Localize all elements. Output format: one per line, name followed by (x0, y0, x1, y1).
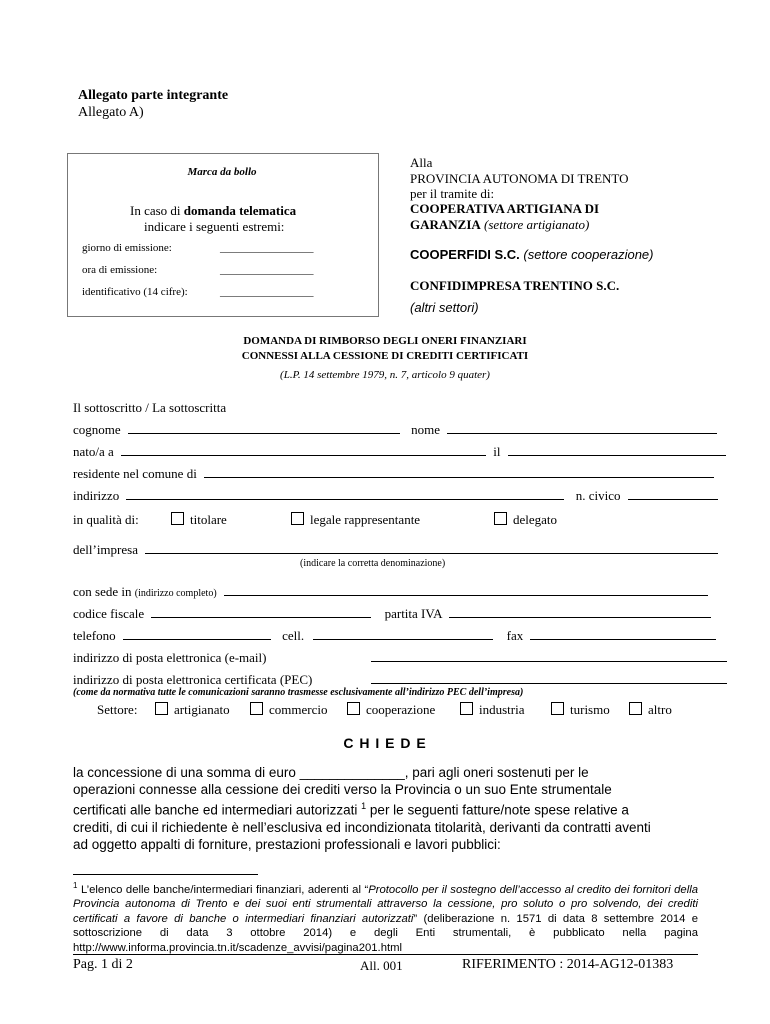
impresa-row (73, 542, 718, 558)
stamp-field-label: ora di emissione: (82, 264, 158, 276)
addressee-cooperfidi: COOPERFIDI S.C. (settore cooperazione) (410, 247, 654, 262)
civico-field[interactable] (628, 488, 718, 500)
checkbox[interactable] (155, 702, 168, 715)
indirizzo-row (73, 488, 718, 504)
sector-altro[interactable]: altro (629, 702, 672, 718)
fiscal-row (73, 606, 711, 622)
cognome-field[interactable] (128, 422, 400, 434)
attachment-subtitle: Allegato A) (78, 105, 144, 120)
nato-label: nato/a a (73, 444, 114, 459)
sector-artigianato[interactable]: artigianato (155, 702, 230, 718)
chiede-heading: C H I E D E (343, 735, 427, 751)
impresa-label: dell’impresa (73, 542, 138, 557)
codice-fiscale-label: codice fiscale (73, 606, 145, 621)
checkbox[interactable] (250, 702, 263, 715)
chiede-paragraph (73, 764, 689, 853)
telefono-label: telefono (73, 628, 116, 643)
pec-label: indirizzo di posta elettronica certificata (PEC) (73, 672, 313, 687)
footer-divider (73, 954, 698, 955)
cognome-label: cognome (73, 422, 121, 437)
sector-industria[interactable]: industria (460, 702, 525, 718)
sector-commercio[interactable]: commercio (250, 702, 327, 718)
stamp-field-blank[interactable]: _________________ (220, 242, 314, 254)
birthplace-field[interactable] (121, 444, 486, 456)
residente-label: residente nel comune di (73, 466, 197, 481)
codice-fiscale-field[interactable] (151, 606, 371, 618)
addressee-confidimpresa-note: (altri settori) (410, 300, 479, 315)
partita-iva-label: partita IVA (384, 606, 442, 621)
sede-label: con sede in (73, 584, 132, 599)
sede-row (73, 584, 708, 600)
role-titolare[interactable]: titolare (171, 512, 227, 528)
cell-label: cell. (282, 628, 305, 643)
footnote: $^1$ L’elenco delle banche/intermediari finanziari, aderenti al “Protocollo per il sostegno dell’accesso al credito dei fornitori della Provincia autonoma di Trento e dei suoi enti strumentali attraverso la cessione, pro soluto o pro solvendo, dei crediti certificati a favore di banche o intermediari finanziari autorizzati” (deliberazione n. 1571 di data 8 settembre 2014 e sottoscrizione di data 3 ottobre 2014) e degli Enti strumentali, è pubblicato nella pagina http://www.informa.provincia.tn.it/scadenze_avvisi/pagina201.html (73, 881, 699, 954)
page-number: Pag. 1 di 2 (73, 957, 133, 972)
headquarters-field[interactable] (224, 584, 708, 596)
form-intro: Il sottoscritto / La sottoscritta (73, 400, 227, 415)
stamp-box-title: Marca da bollo (187, 166, 257, 178)
fax-label: fax (506, 628, 524, 643)
role-delegato[interactable]: delegato (494, 512, 557, 528)
phone-row (73, 628, 716, 644)
settore-label: Settore: (97, 702, 138, 717)
doc-title-line1: DOMANDA DI RIMBORSO DEGLI ONERI FINANZIARI (243, 335, 527, 347)
footnote-ref: 1 (361, 801, 367, 811)
checkbox[interactable] (551, 702, 564, 715)
residente-row (73, 466, 714, 482)
company-field[interactable] (145, 542, 718, 554)
doc-title-line2: CONNESSI ALLA CESSIONE DI CREDITI CERTIFICATI (241, 350, 529, 362)
residence-field[interactable] (204, 466, 714, 478)
civico-label: n. civico (575, 488, 621, 503)
fax-field[interactable] (530, 628, 716, 640)
checkbox[interactable] (629, 702, 642, 715)
addressee-coop-line1: COOPERATIVA ARTIGIANA DI (410, 201, 600, 216)
addressee-coop-line2: GARANZIA (settore artigianato) (410, 217, 590, 232)
birthdate-field[interactable] (508, 444, 726, 456)
doc-title-law: (L.P. 14 settembre 1979, n. 7, articolo 9 quater) (280, 369, 490, 381)
impresa-note: (indicare la corretta denominazione) (300, 558, 446, 569)
email-label: indirizzo di posta elettronica (e-mail) (73, 650, 267, 665)
qualita-label: in qualità di: (73, 512, 139, 527)
nome-label: nome (411, 422, 441, 437)
addressee-tramite: per il tramite di: (410, 186, 495, 201)
stamp-field-label: identificativo (14 cifre): (82, 286, 188, 298)
checkbox[interactable] (460, 702, 473, 715)
attachment-title: Allegato parte integrante (78, 88, 229, 103)
checkbox[interactable] (347, 702, 360, 715)
chiede-line: ad oggetto appalti di forniture, prestazioni professionali e lavori pubblici: (73, 836, 501, 852)
reference-code: RIFERIMENTO : 2014-AG12-01383 (462, 957, 674, 972)
telematic-line: In caso di domanda telematica (130, 203, 297, 218)
checkbox[interactable] (494, 512, 507, 525)
cell-field[interactable] (313, 628, 493, 640)
chiede-line: certificati alle banche ed intermediari autorizzati $^1$ per le seguenti fatture/note spese relative a (73, 801, 629, 818)
stamp-field-blank[interactable]: _________________ (220, 264, 314, 276)
indirizzo-label: indirizzo (73, 488, 120, 503)
nome-field[interactable] (447, 422, 717, 434)
chiede-line: la concessione di una somma di euro ______________, pari agli oneri sostenuti per le (73, 765, 589, 780)
telefono-field[interactable] (123, 628, 271, 640)
addressee-provincia: PROVINCIA AUTONOMA DI TRENTO (410, 171, 629, 186)
sector-turismo[interactable]: turismo (551, 702, 610, 718)
addressee-confidimpresa: CONFIDIMPRESA TRENTINO S.C. (410, 278, 620, 293)
pec-note: (come da normativa tutte le comunicazioni saranno trasmesse esclusivamente all’indirizzo PEC dell’impresa) (73, 687, 524, 698)
email-field[interactable] (371, 650, 727, 662)
footnote-divider (73, 874, 258, 875)
chiede-line: operazioni connesse alla cessione dei crediti verso la Provincia o un suo Ente strumentale (73, 782, 612, 797)
il-label: il (493, 444, 501, 459)
sector-cooperazione[interactable]: cooperazione (347, 702, 435, 718)
stamp-field-label: giorno di emissione: (82, 242, 172, 254)
telematic-instruction: indicare i seguenti estremi: (144, 219, 285, 234)
partita-iva-field[interactable] (449, 606, 711, 618)
chiede-line: crediti, di cui il richiedente è nell’esclusiva ed incondizionata titolarità, derivanti da contratti aventi (73, 819, 651, 835)
attachment-code: All. 001 (360, 958, 403, 973)
nato-row (73, 444, 726, 460)
sede-note: (indirizzo completo) (134, 588, 217, 599)
checkbox[interactable] (171, 512, 184, 525)
checkbox[interactable] (291, 512, 304, 525)
addressee-alla: Alla (410, 155, 433, 170)
role-legale-rappresentante[interactable]: legale rappresentante (291, 512, 420, 528)
address-field[interactable] (126, 488, 564, 500)
cognome-row (73, 422, 717, 438)
pec-field[interactable] (371, 672, 727, 684)
stamp-field-blank[interactable]: _________________ (220, 286, 314, 298)
